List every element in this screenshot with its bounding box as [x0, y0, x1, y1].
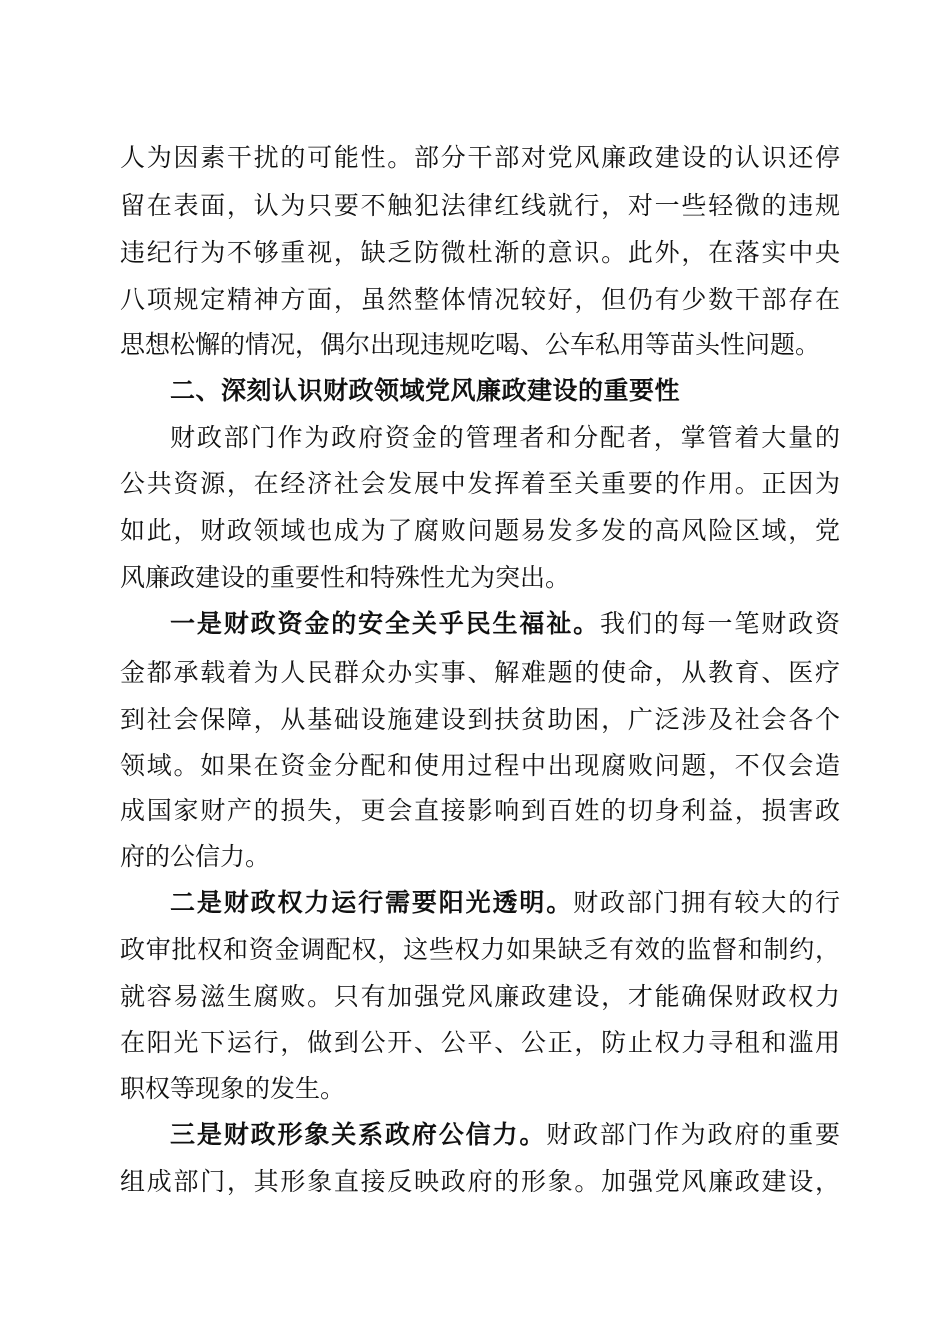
paragraph-line-first — [170, 601, 840, 647]
paragraph-lead: 二是财政权力运行需要阳光透明。 — [170, 888, 574, 917]
paragraph-line: 违纪行为不够重视，缺乏防微杜渐的意识。此外，在落实中央 — [120, 238, 840, 267]
paragraph-line: 财政部门作为政府资金的管理者和分配者，掌管着大量的 — [170, 423, 840, 452]
paragraph-line: 公共资源，在经济社会发展中发挥着至关重要的作用。正因为 — [120, 469, 840, 498]
paragraph-line: 职权等现象的发生。 — [120, 1074, 346, 1103]
paragraph-line: 领域。如果在资金分配和使用过程中出现腐败问题，不仅会造 — [120, 751, 840, 780]
paragraph-line: 组成部门，其形象直接反映政府的形象。加强党风廉政建设， — [120, 1167, 840, 1196]
paragraph-line: 金都承载着为人民群众办实事、解难题的使命，从教育、医疗 — [120, 658, 840, 687]
paragraph-rest: 我们的每一笔财政资 — [599, 609, 840, 638]
paragraph-line: 就容易滋生腐败。只有加强党风廉政建设，才能确保财政权力 — [120, 982, 840, 1011]
paragraph-lead: 一是财政资金的安全关乎民生福祉。 — [170, 609, 600, 638]
paragraph-line: 在阳光下运行，做到公开、公平、公正，防止权力寻租和滥用 — [120, 1028, 840, 1057]
section-heading: 二、深刻认识财政领域党风廉政建设的重要性 — [170, 376, 681, 405]
paragraph-line: 人为因素干扰的可能性。部分干部对党风廉政建设的认识还停 — [120, 143, 840, 172]
paragraph-line: 成国家财产的损失，更会直接影响到百姓的切身利益，损害政 — [120, 796, 840, 825]
paragraph-line: 思想松懈的情况，偶尔出现违规吃喝、公车私用等苗头性问题。 — [120, 330, 821, 359]
paragraph-line-first — [170, 1112, 840, 1158]
paragraph-line: 八项规定精神方面，虽然整体情况较好，但仍有少数干部存在 — [120, 285, 840, 314]
paragraph-line: 政审批权和资金调配权，这些权力如果缺乏有效的监督和制约， — [120, 935, 840, 964]
paragraph-line: 府的公信力。 — [120, 842, 271, 871]
paragraph-lead: 三是财政形象关系政府公信力。 — [170, 1120, 547, 1149]
paragraph-line: 风廉政建设的重要性和特殊性尤为突出。 — [120, 563, 571, 592]
paragraph-line: 如此，财政领域也成为了腐败问题易发多发的高风险区域，党 — [120, 516, 840, 545]
paragraph-rest: 财政部门拥有较大的行 — [573, 888, 840, 917]
paragraph-line: 到社会保障，从基础设施建设到扶贫助困，广泛涉及社会各个 — [120, 705, 840, 734]
paragraph-line: 留在表面，认为只要不触犯法律红线就行，对一些轻微的违规 — [120, 191, 840, 220]
paragraph-line-first — [170, 880, 840, 926]
paragraph-rest: 财政部门作为政府的重要 — [546, 1120, 840, 1149]
